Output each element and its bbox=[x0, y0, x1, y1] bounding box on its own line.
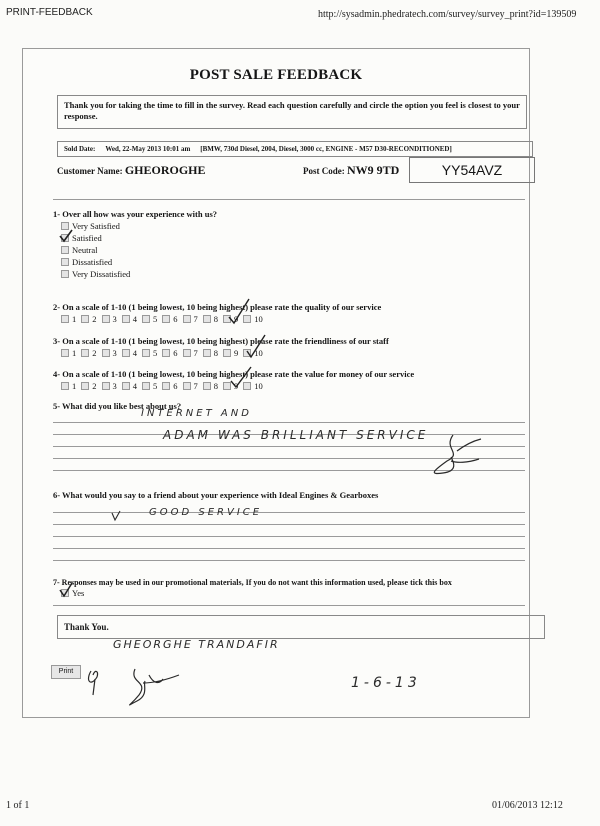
handwritten-date: 1-6-13 bbox=[351, 675, 421, 691]
checkbox[interactable] bbox=[61, 222, 69, 230]
q1-option[interactable]: Very Dissatisfied bbox=[61, 268, 130, 280]
q1-option[interactable]: Satisfied bbox=[61, 232, 130, 244]
vehicle-info: [BMW, 730d Diesel, 2004, Diesel, 3000 cc, ENGINE - M57 D30-RECONDITIONED] bbox=[200, 145, 452, 153]
q3-tick-mark bbox=[245, 335, 267, 359]
postcode: NW9 9TD bbox=[347, 163, 400, 177]
checkbox[interactable] bbox=[61, 270, 69, 278]
feedback-sheet bbox=[22, 48, 530, 718]
customer-signature bbox=[83, 661, 193, 711]
q5-handwritten-line2: ADAM WAS BRILLIANT SERVICE bbox=[163, 428, 429, 442]
print-timestamp: 01/06/2013 12:12 bbox=[492, 800, 563, 811]
section-divider bbox=[53, 605, 525, 606]
answer-line bbox=[53, 560, 525, 561]
answer-line bbox=[53, 536, 525, 537]
handwritten-name: GHEORGHE TRANDAFIR bbox=[113, 638, 280, 651]
q4-tick-mark bbox=[229, 367, 253, 389]
question-3: 3- On a scale of 1-10 (1 being lowest, 10 being highest) please rate the friendliness of our staff bbox=[53, 336, 389, 346]
q1-option[interactable]: Very Satisfied bbox=[61, 220, 130, 232]
q1-option[interactable]: Neutral bbox=[61, 244, 130, 256]
answer-line bbox=[53, 524, 525, 525]
question-5: 5- What did you like best about us? bbox=[53, 401, 182, 411]
section-divider bbox=[53, 199, 525, 200]
question-2: 2- On a scale of 1-10 (1 being lowest, 10 being highest) please rate the quality of our service bbox=[53, 302, 382, 312]
postcode-row bbox=[303, 163, 399, 178]
q5-handwritten-line1: INTERNET AND bbox=[141, 408, 252, 419]
question-6: 6- What would you say to a friend about your experience with Ideal Engines & Gearboxes bbox=[53, 490, 379, 500]
postcode-label: Post Code: bbox=[303, 166, 345, 176]
answer-line bbox=[53, 548, 525, 549]
q2-scale: 1 2 3 4 5 6 7 8 9 10 bbox=[61, 314, 268, 324]
customer-name: GHEOROGHE bbox=[124, 163, 206, 177]
intro-box: Thank you for taking the time to fill in the survey. Read each question carefully and circle the option you feel is closest to your response. bbox=[57, 95, 527, 129]
sold-date-label: Sold Date: bbox=[64, 145, 96, 153]
sold-date: Wed, 22-May 2013 10:01 am bbox=[105, 145, 191, 153]
question-7: 7- Responses may be used in our promotional materials, If you do not want this information used, please tick this box bbox=[53, 578, 452, 587]
q4-scale: 1 2 3 4 5 6 7 8 9 10 bbox=[61, 381, 268, 391]
q3-scale: 1 2 3 4 5 6 7 8 9 10 bbox=[61, 348, 268, 358]
q2-tick-mark bbox=[227, 299, 251, 325]
q1-options bbox=[61, 220, 130, 280]
q7-tick-mark bbox=[59, 583, 73, 597]
q6-handwritten-answer: GOOD SERVICE bbox=[149, 507, 263, 518]
initials-signature bbox=[423, 431, 483, 475]
customer-label: Customer Name: bbox=[57, 166, 123, 176]
registration-box: YY54AVZ bbox=[409, 157, 535, 183]
checkbox[interactable] bbox=[61, 258, 69, 266]
print-button[interactable]: Print bbox=[51, 665, 81, 679]
question-1: 1- Over all how was your experience with us? bbox=[53, 209, 218, 219]
page-count: 1 of 1 bbox=[6, 800, 30, 811]
form-title: POST SALE FEEDBACK bbox=[189, 67, 363, 83]
q6-tick-mark bbox=[111, 511, 121, 521]
q1-option[interactable]: Dissatisfied bbox=[61, 256, 130, 268]
sold-info-box bbox=[57, 141, 533, 157]
print-url: http://sysadmin.phedratech.com/survey/survey_print?id=139509 bbox=[318, 9, 577, 20]
customer-row bbox=[57, 163, 206, 178]
thank-you-box: Thank You. bbox=[57, 615, 545, 639]
checkbox[interactable] bbox=[61, 246, 69, 254]
question-4: 4- On a scale of 1-10 (1 being lowest, 10 being highest) please rate the value for money of our service bbox=[53, 369, 415, 379]
answer-line bbox=[53, 512, 525, 513]
q1-tick-mark bbox=[59, 230, 73, 242]
q7-option-yes[interactable]: Yes bbox=[61, 587, 84, 599]
answer-line bbox=[53, 422, 525, 423]
print-page-title: PRINT-FEEDBACK bbox=[6, 7, 93, 18]
